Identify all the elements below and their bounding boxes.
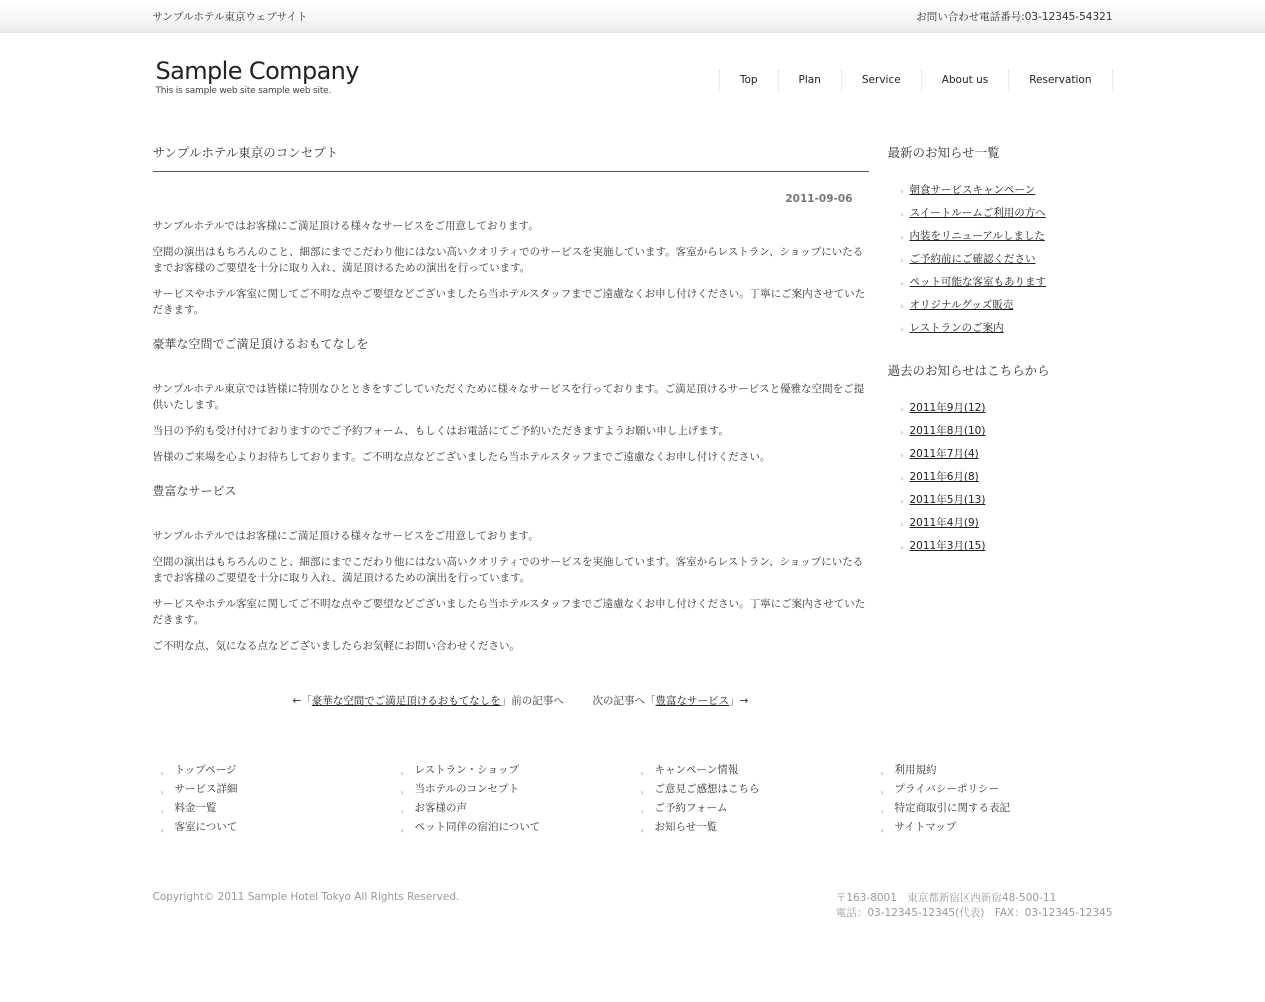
bullet-icon: ›: [900, 520, 904, 529]
archive-item: [888, 470, 1113, 493]
news-link[interactable]: オリジナルグッズ販売: [909, 299, 1014, 311]
bullet-icon: ›: [160, 769, 164, 778]
footer-link[interactable]: [153, 801, 238, 820]
bullet-icon: ›: [900, 279, 904, 288]
footer-column: [153, 763, 238, 839]
bullet-icon: ›: [640, 769, 644, 778]
nav-item-plan[interactable]: Plan: [779, 70, 842, 92]
bullet-icon: ›: [900, 325, 904, 334]
news-item: [888, 229, 1113, 252]
bullet-icon: ›: [880, 826, 884, 835]
footer-column: [633, 763, 760, 839]
footer-link-label: サービス詳細: [174, 783, 238, 795]
footer-link[interactable]: [633, 801, 760, 820]
footer-address: [836, 891, 1113, 921]
footer-link[interactable]: [393, 782, 541, 801]
news-link[interactable]: スイートルームご利用の方へ: [909, 207, 1046, 219]
archive-item: [888, 539, 1113, 562]
footer-link[interactable]: [873, 820, 1011, 839]
footer-link-label: 利用規約: [894, 764, 937, 776]
archive-item: [888, 401, 1113, 424]
news-item: [888, 275, 1113, 298]
bullet-icon: ›: [400, 788, 404, 797]
news-link[interactable]: レストランのご案内: [909, 322, 1004, 334]
bullet-icon: ›: [900, 451, 904, 460]
footer-link-label: お知らせ一覧: [654, 821, 718, 833]
bullet-icon: ›: [900, 405, 904, 414]
news-link[interactable]: 朝食サービスキャンペーン: [909, 184, 1036, 196]
archive-item: [888, 516, 1113, 539]
article-paragraph: サンプルホテル東京では皆様に特別なひとときをすごしていただくために様々なサービスを行っております。ご満足頂けるサービスと優雅な空間をご提供いたします。: [152, 383, 865, 411]
news-list-title: 最新のお知らせ一覧: [887, 145, 1000, 160]
top-bar: [0, 0, 1265, 33]
bullet-icon: ›: [900, 210, 904, 219]
article-paragraph: 当日の予約も受け付けておりますのでご予約フォーム、もしくはお電話にてご予約いただきますようお願い申し上げます。: [152, 425, 729, 437]
footer-link-label: 特定商取引に関する表記: [894, 802, 1010, 814]
footer-link-label: ご予約フォーム: [654, 802, 728, 814]
footer-link-label: トップページ: [174, 764, 237, 776]
article-paragraph: 空間の演出はもちろんのこと、細部にまでこだわり他にはない高いクオリティでのサービスを実施しています。客室からレストラン、ショップにいたるまでお客様のご要望を十分に取り入れ、満足頂けるための演出を行っています。: [152, 556, 864, 584]
bullet-icon: ›: [880, 788, 884, 797]
bullet-icon: ›: [900, 428, 904, 437]
header: [153, 33, 1113, 133]
footer-link-label: レストラン・ショップ: [414, 764, 519, 776]
pager-prev-suffix: 」前の記事へ: [500, 695, 564, 707]
top-site-name: サンプルホテル東京ウェブサイト: [152, 11, 308, 23]
pager-next-suffix: 」→: [729, 695, 749, 707]
post-pager: [293, 693, 749, 708]
article-paragraph: サンプルホテルではお客様にご満足頂ける様々なサービスをご用意しております。: [152, 530, 539, 542]
bullet-icon: ›: [400, 769, 404, 778]
article-paragraph: サービスやホテル客室に関してご不明な点やご要望などございましたら当ホテルスタッフまでご遠慮なくお申し付けください。丁寧にご案内させていただきます。: [152, 288, 866, 316]
nav-item-service[interactable]: Service: [842, 70, 922, 92]
news-link[interactable]: 内装をリニューアルしました: [909, 230, 1045, 242]
footer-link[interactable]: [633, 782, 760, 801]
nav-item-about-us[interactable]: About us: [922, 70, 1010, 92]
footer-link[interactable]: [633, 820, 760, 839]
footer-link-label: 当ホテルのコンセプト: [414, 783, 519, 795]
footer-link[interactable]: [393, 801, 541, 820]
article-date: 2011-09-06: [785, 193, 853, 205]
bullet-icon: ›: [640, 807, 644, 816]
news-link[interactable]: ご予約前にご確認ください: [909, 253, 1036, 265]
archive-list: [888, 401, 1113, 562]
bullet-icon: ›: [900, 256, 904, 265]
address-line: 〒163-8001 東京都新宿区西新宿48-500-11: [835, 892, 1057, 904]
archive-link[interactable]: 2011年5月(13): [909, 494, 986, 506]
bullet-icon: ›: [640, 788, 644, 797]
bullet-icon: ›: [880, 769, 884, 778]
footer-link[interactable]: [633, 763, 760, 782]
bullet-icon: ›: [900, 302, 904, 311]
footer-link-label: キャンペーン情報: [654, 764, 739, 776]
archive-list-title: 過去のお知らせはこちらから: [887, 363, 1050, 378]
bullet-icon: ›: [900, 233, 904, 242]
contact-line: 電話：03-12345-12345(代表) FAX：03-12345-12345: [835, 907, 1113, 919]
footer-links: [153, 763, 1113, 883]
pager-prev-prefix: ←「: [292, 695, 312, 707]
footer-link[interactable]: [873, 763, 1011, 782]
news-link[interactable]: ペット可能な客室もあります: [909, 276, 1046, 288]
footer-link-label: お客様の声: [414, 802, 467, 814]
archive-item: [888, 447, 1113, 470]
archive-link[interactable]: 2011年8月(10): [909, 425, 986, 437]
footer-link[interactable]: [153, 820, 238, 839]
news-item: [888, 321, 1113, 344]
archive-item: [888, 493, 1113, 516]
archive-link[interactable]: 2011年4月(9): [909, 517, 979, 529]
bullet-icon: ›: [160, 826, 164, 835]
footer-link[interactable]: [873, 782, 1011, 801]
main-column: [153, 133, 869, 664]
bullet-icon: ›: [160, 788, 164, 797]
article-paragraph: ご不明な点、気になる点などございましたらお気軽にお問い合わせください。: [152, 640, 520, 652]
article-paragraph: 皆様のご来場を心よりお待ちしております。ご不明な点などございましたら当ホテルスタッフまでご遠慮なくお申し付けください。: [152, 451, 771, 463]
footer-link[interactable]: [873, 801, 1011, 820]
archive-link[interactable]: 2011年3月(15): [909, 540, 986, 552]
archive-item: [888, 424, 1113, 447]
article-paragraph: 空間の演出はもちろんのこと、細部にまでこだわり他にはない高いクオリティでのサービスを実施しています。客室からレストラン、ショップにいたるまでお客様のご要望を十分に取り入れ、満足頂けるための演出を行っています。: [152, 246, 864, 274]
nav-item-reservation[interactable]: Reservation: [1009, 70, 1112, 92]
archive-link[interactable]: 2011年7月(4): [909, 448, 979, 460]
article-paragraph: サービスやホテル客室に関してご不明な点やご要望などございましたら当ホテルスタッフまでご遠慮なくお申し付けください。丁寧にご案内させていただきます。: [152, 598, 866, 626]
footer-link-label: ご意見ご感想はこちら: [654, 783, 760, 795]
news-item: [888, 183, 1113, 206]
pager-next-prefix: 次の記事へ「: [592, 695, 656, 707]
article-paragraph: サンプルホテルではお客様にご満足頂ける様々なサービスをご用意しております。: [152, 220, 539, 232]
news-item: [888, 206, 1113, 229]
next-post-link[interactable]: 豊富なサービス: [655, 695, 729, 707]
bullet-icon: ›: [900, 474, 904, 483]
section-title: 豊富なサービス: [152, 484, 237, 498]
footer-bottom: [153, 883, 1113, 933]
copyright: Copyright© 2011 Sample Hotel Tokyo All Rights Reserved.: [152, 891, 460, 903]
prev-post-link[interactable]: 豪華な空間でご満足頂けるおもてなしを: [311, 695, 501, 707]
footer-link-label: サイトマップ: [894, 821, 957, 833]
bullet-icon: ›: [900, 543, 904, 552]
footer-link[interactable]: [393, 763, 541, 782]
article-title: サンプルホテル東京のコンセプト: [153, 133, 869, 172]
bullet-icon: ›: [900, 187, 904, 196]
bullet-icon: ›: [400, 807, 404, 816]
archive-link[interactable]: 2011年9月(12): [909, 402, 986, 414]
archive-link[interactable]: 2011年6月(8): [909, 471, 979, 483]
footer-link-label: プライバシーポリシー: [894, 783, 999, 795]
logo[interactable]: [156, 57, 359, 96]
news-item: [888, 252, 1113, 275]
footer-link-label: 料金一覧: [174, 802, 217, 814]
section-title: 豪華な空間でご満足頂けるおもてなしを: [152, 337, 369, 351]
logo-title: Sample Company: [155, 57, 359, 85]
content-area: [153, 133, 1113, 763]
footer-column: [393, 763, 541, 839]
bullet-icon: ›: [640, 826, 644, 835]
footer-link-label: ペット同伴の宿泊について: [414, 821, 541, 833]
footer-link[interactable]: [393, 820, 541, 839]
news-item: [888, 298, 1113, 321]
bullet-icon: ›: [880, 807, 884, 816]
footer-column: [873, 763, 1011, 839]
bullet-icon: ›: [400, 826, 404, 835]
global-nav: [719, 70, 1113, 92]
logo-subtitle: This is sample web site sample web site.: [155, 86, 332, 96]
footer-link[interactable]: [153, 782, 238, 801]
footer-link[interactable]: [153, 763, 238, 782]
footer-link-label: 客室について: [174, 821, 238, 833]
sidebar: [888, 133, 1113, 562]
bullet-icon: ›: [160, 807, 164, 816]
bullet-icon: ›: [900, 497, 904, 506]
top-phone-number: お問い合わせ電話番号:03-12345-54321: [916, 11, 1113, 23]
news-list: [888, 183, 1113, 344]
nav-item-top[interactable]: Top: [720, 70, 779, 92]
